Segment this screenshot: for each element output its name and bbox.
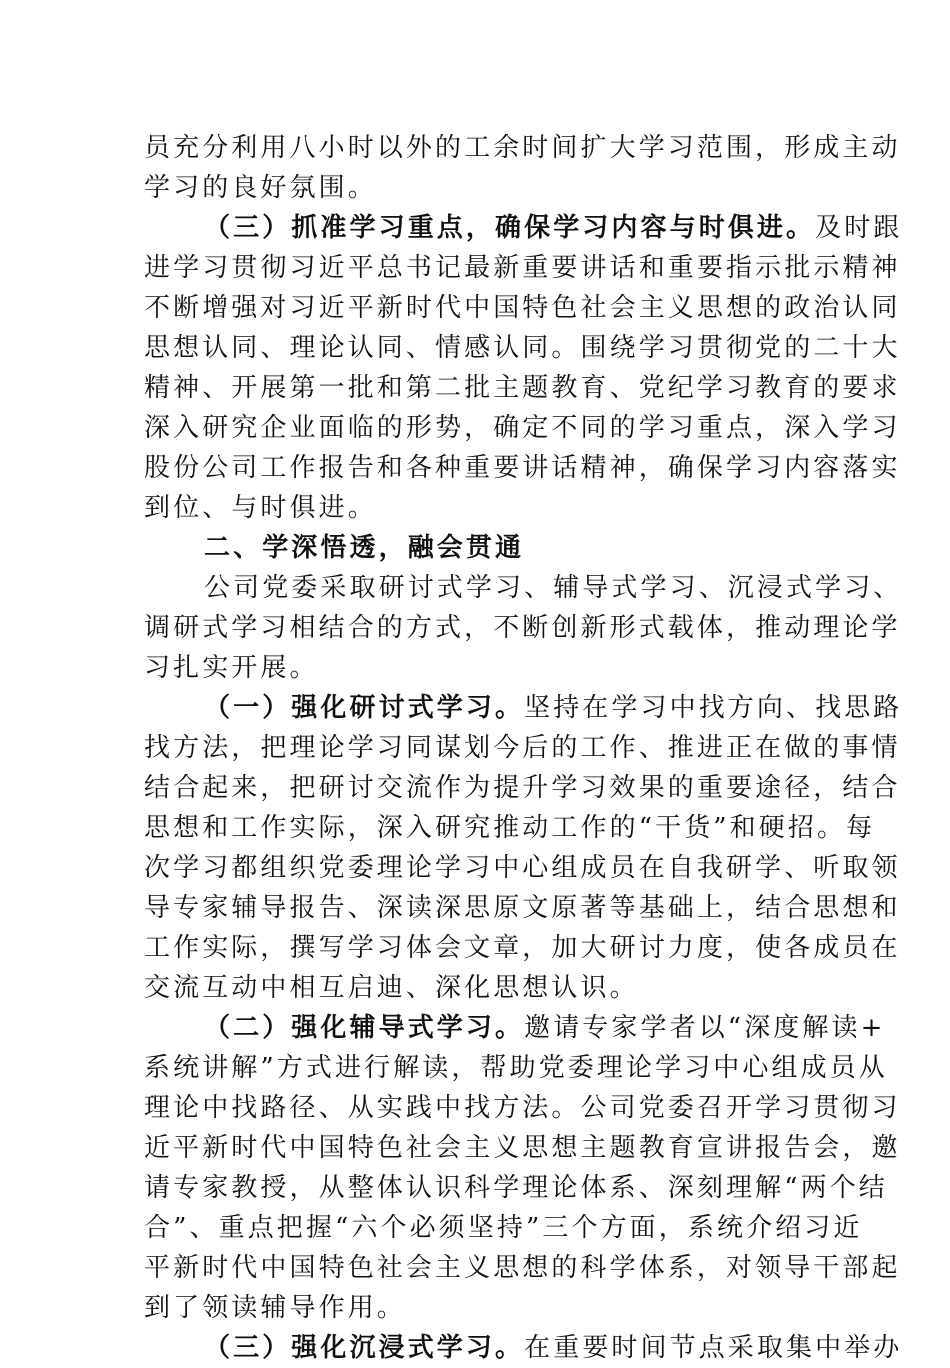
- paragraph-first-line: [144, 688, 903, 728]
- text-line: 进学习贯彻习近平总书记最新重要讲话和重要指示批示精神: [144, 253, 901, 283]
- paragraph-text: 邀请专家学者以“深度解读+: [524, 1013, 886, 1043]
- paragraph-lead: （三）抓准学习重点，确保学习内容与时俱进。: [204, 213, 816, 243]
- text-line: 到位、与时俱进。: [144, 493, 377, 523]
- text-line: 系统讲解”方式进行解读，帮助党委理论学习中心组成员从: [144, 1053, 888, 1083]
- paragraph-text: 在重要时间节点采取集中举办: [524, 1333, 903, 1363]
- text-line: 思想和工作实际，深入研究推动工作的“干货”和硬招。每: [144, 813, 876, 843]
- text-line: 理论中找路径、从实践中找方法。公司党委召开学习贯彻习: [144, 1093, 901, 1123]
- paragraph-lead: （一）强化研讨式学习。: [204, 693, 525, 723]
- paragraph-first-line: 公司党委采取研讨式学习、辅导式学习、沉浸式学习、: [204, 573, 903, 603]
- paragraph-first-line: [144, 1328, 903, 1368]
- paragraph-first-line: [144, 208, 903, 248]
- paragraph-lead: （三）强化沉浸式学习。: [204, 1333, 525, 1363]
- text-line: 习扎实开展。: [144, 653, 319, 683]
- text-line: 精神、开展第一批和第二批主题教育、党纪学习教育的要求: [144, 373, 901, 403]
- text-line: 次学习都组织党委理论学习中心组成员在自我研学、听取领: [144, 853, 901, 883]
- paragraph-text: 坚持在学习中找方向、找思路: [524, 693, 903, 723]
- text-line: 交流互动中相互启迪、深化思想认识。: [144, 973, 639, 1003]
- text-line: 学习的良好氛围。: [144, 173, 377, 203]
- text-line: 工作实际，撰写学习体会文章，加大研讨力度，使各成员在: [144, 933, 901, 963]
- paragraph-first-line: [144, 1008, 886, 1048]
- text-line: 平新时代中国特色社会主义思想的科学体系，对领导干部起: [144, 1253, 901, 1283]
- text-line: 不断增强对习近平新时代中国特色社会主义思想的政治认同: [144, 293, 901, 323]
- text-line: 调研式学习相结合的方式，不断创新形式载体，推动理论学: [144, 613, 901, 643]
- text-line: 结合起来，把研讨交流作为提升学习效果的重要途径，结合: [144, 773, 901, 803]
- section-heading: 二、学深悟透，融会贯通: [204, 533, 525, 563]
- text-line: 请专家教授，从整体认识科学理论体系、深刻理解“两个结: [144, 1173, 888, 1203]
- text-line: 深入研究企业面临的形势，确定不同的学习重点，深入学习: [144, 413, 901, 443]
- text-line: 股份公司工作报告和各种重要讲话精神，确保学习内容落实: [144, 453, 901, 483]
- text-line: 导专家辅导报告、深读深思原文原著等基础上，结合思想和: [144, 893, 901, 923]
- text-line: 近平新时代中国特色社会主义思想主题教育宣讲报告会，邀: [144, 1133, 901, 1163]
- paragraph-lead: （二）强化辅导式学习。: [204, 1013, 525, 1043]
- text-line: 员充分利用八小时以外的工余时间扩大学习范围，形成主动: [144, 133, 901, 163]
- text-line: 思想认同、理论认同、情感认同。围绕学习贯彻党的二十大: [144, 333, 901, 363]
- paragraph-text: 及时跟: [815, 213, 903, 243]
- text-line: 找方法，把理论学习同谋划今后的工作、推进正在做的事情: [144, 733, 901, 763]
- text-line: 合”、重点把握“六个必须坚持”三个方面，系统介绍习近: [144, 1213, 863, 1243]
- text-line: 到了领读辅导作用。: [144, 1293, 406, 1323]
